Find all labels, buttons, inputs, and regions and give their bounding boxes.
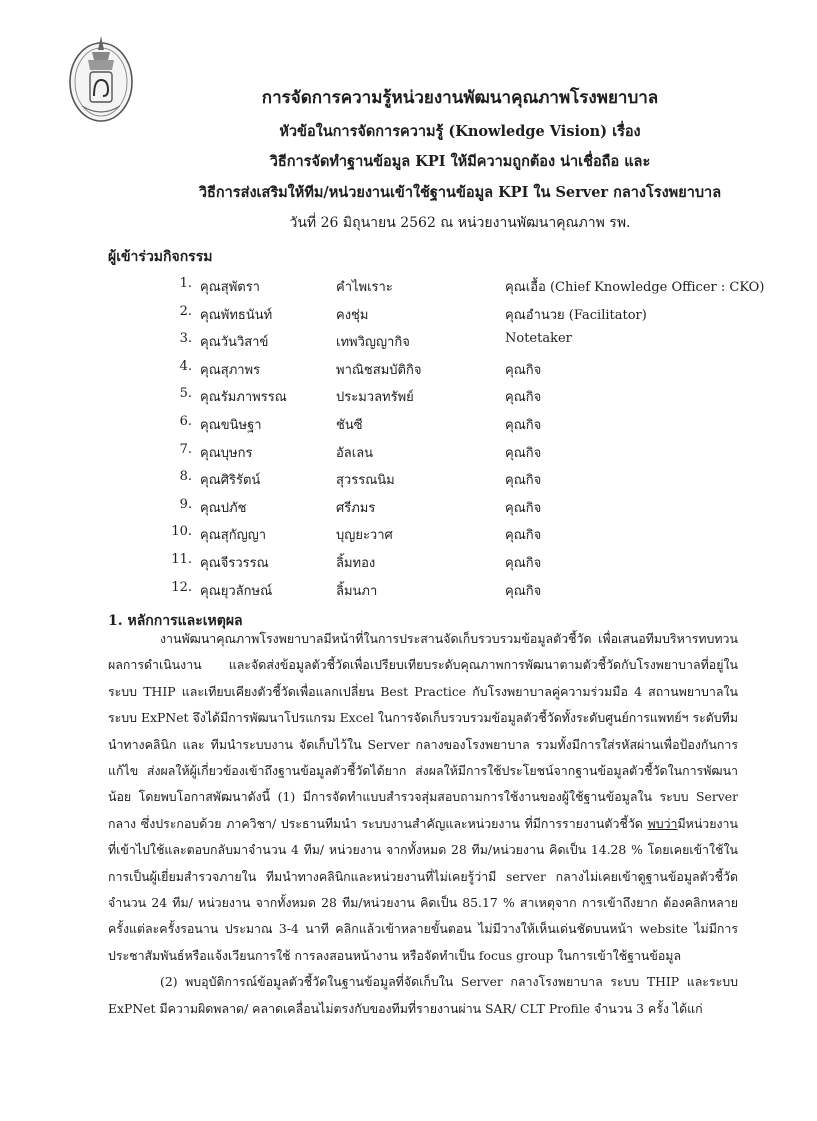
participant-role: คุณเอื้อ (Chief Knowledge Officer : CKO)	[505, 280, 765, 295]
subject-line-2: วิธีการส่งเสริมให้ทีม/หน่วยงานเข้าใช้ฐานข้อมูล KPI ใน Server กลางโรงพยาบาล	[198, 184, 722, 201]
participant-row	[0, 304, 817, 332]
participant-role: คุณกิจ	[505, 500, 542, 516]
participant-number: 10.	[171, 524, 192, 540]
participant-name: คุณพัทธนันท์	[200, 307, 273, 323]
participant-surname: ลิ้มทอง	[336, 555, 376, 571]
participant-number: 9.	[179, 496, 192, 512]
participant-name: คุณสุพัตรา	[200, 280, 260, 295]
participant-row	[0, 524, 817, 552]
participant-number: 7.	[179, 441, 192, 457]
participant-surname: คงชุ่ม	[336, 307, 369, 323]
participant-role: คุณกิจ	[505, 473, 542, 489]
participant-role: คุณกิจ	[505, 417, 542, 433]
participant-surname: เทพวิญญากิจ	[336, 335, 410, 351]
participant-name: คุณวันวิสาข์	[200, 335, 269, 351]
participant-name: คุณขนิษฐา	[200, 417, 262, 433]
participant-name: คุณยุวลักษณ์	[200, 583, 273, 599]
participant-surname: ชันซี	[336, 417, 363, 433]
hospital-emblem-logo	[68, 30, 134, 124]
participant-surname: อัลเลน	[336, 445, 374, 461]
participant-name: คุณจีรวรรณ	[200, 555, 269, 571]
participant-row	[0, 469, 817, 497]
participant-number: 8.	[179, 469, 192, 485]
participant-row	[0, 359, 817, 387]
participant-role: คุณกิจ	[505, 390, 542, 406]
participant-role: คุณกิจ	[505, 362, 542, 378]
participant-number: 12.	[171, 579, 192, 595]
rationale-text: งานพัฒนาคุณภาพโรงพยาบาลมีหน้าที่ในการประสานจัดเก็บรวบรวมข้อมูลตัวชี้วัด เพื่อเสนอทีมบริหารทบทวนผลการดำเนินงาน และจัดส่งข้อมูลตัวชี้วัดเพื่อเปรียบเทียบระดับคุณภาพการพัฒนาตามตัวชี้วัดกับโรงพยาบาลที่อยู่ในระบบ THIP และเทียบเคียงตัวชี้วัดเพื่อแลกเปลี่ยน Best Practice กับโรงพยาบาลคู่ความร่วมมือ 4 สถานพยาบาลในระบบ ExPNet จึงได้มีการพัฒนาโปรแกรม Excel ในการจัดเก็บรวบรวมข้อมูลตัวชี้วัดทั้งระดับศูนย์การแพทย์ฯ ระดับทีมนำทางคลินิก และ ทีมนำระบบงาน จัดเก็บไว้ใน Server กลางของโรงพยาบาล รวมทั้งมีการใส่รหัสผ่านเพื่อป้องกันการแก้ไข ส่งผลให้ผู้เกี่ยวข้องเข้าถึงฐานข้อมูลตัวชี้วัดได้ยาก ส่งผลให้มีการใช้ประโยชน์จากฐานข้อมูลตัวชี้วัดในการพัฒนาน้อย โดยพบโอกาสพัฒนาดังนี้ (1) มีการจัดทำแบบสำรวจสุ่มสอบถามการใช้งานของผู้ใช้ฐานข้อมูลใน ระบบ Server กลาง ซึ่งประกอบด้วย ภาควิชา/ ประธานทีมนำ ระบบงานสำคัญและหน่วยงาน ที่มีการรายงานตัวชี้วัด	[108, 631, 738, 831]
participant-role: คุณกิจ	[505, 445, 542, 461]
participant-number: 2.	[179, 303, 192, 319]
rationale-paragraph-2: (2) พบอุบัติการณ์ข้อมูลตัวชี้วัดในฐานข้อมูลที่จัดเก็บใน Server กลางโรงพยาบาล ระบบ THIP และระบบ ExPNet มีความผิดพลาด/ คลาดเคลื่อนไม่ตรงกับของทีมที่รายงานผ่าน SAR/ CLT Profile จำนวน 3 ครั้ง ได้แก่	[108, 974, 738, 1016]
participant-surname: ศรีภมร	[336, 500, 376, 516]
participant-row	[0, 331, 817, 359]
date-place-line: วันที่ 26 มิถุนายน 2562 ณ หน่วยงานพัฒนาคุณภาพ รพ.	[289, 215, 631, 231]
participant-name: คุณสุกัญญา	[200, 528, 267, 544]
participant-row	[0, 497, 817, 525]
participant-number: 3.	[179, 331, 192, 347]
participant-name: คุณสุภาพร	[200, 362, 261, 378]
participant-number: 5.	[179, 386, 192, 402]
participant-row	[0, 442, 817, 470]
participant-surname: ลิ้มนภา	[336, 583, 378, 599]
section-1-body	[108, 626, 738, 1022]
participant-surname: คำไพเราะ	[336, 280, 393, 295]
participant-number: 6.	[179, 413, 192, 429]
participant-surname: บุญยะวาศ	[336, 528, 393, 544]
subject-line-1: วิธีการจัดทำฐานข้อมูล KPI ให้มีความถูกต้อง น่าเชื่อถือ และ	[269, 153, 651, 170]
participant-surname: พาณิชสมบัติกิจ	[336, 362, 422, 378]
participant-row	[0, 386, 817, 414]
participant-row	[0, 414, 817, 442]
rationale-paragraph-1	[108, 626, 738, 969]
participant-row	[0, 580, 817, 608]
rationale-text-continued: มีหน่วยงานที่เข้าไปใช้และตอบกลับมาจำนวน 4 ทีม/ หน่วยงาน จากทั้งหมด 28 ทีม/หน่วยงาน คิดเป็น 14.28 % โดยเคยเข้าใช้ในการเป็นผู้เยี่ยมสำรวจภายใน ทีมนำทางคลินิกและหน่วยงานที่ไม่เคยรู้ว่ามี server กลางไม่เคยเข้าดูฐานข้อมูลตัวชี้วัด จำนวน 24 ทีม/ หน่วยงาน จากทั้งหมด 28 ทีม/หน่วยงาน คิดเป็น 85.17 % สาเหตุจาก การเข้าถึงยาก ต้องคลิกหลายครั้งแต่ละครั้งรอนาน ประมาณ 3-4 นาที คลิกแล้วเข้าหลายขั้นตอน ไม่มีวางให้เห็นเด่นชัดบนหน้า website ไม่มีการประชาสัมพันธ์หรือแจ้งเวียนการใช้ การลงสอนหน้างาน หรือจัดทำเป็น focus group ในการเข้าใช้ฐานข้อมูล	[108, 815, 738, 963]
participant-number: 11.	[171, 551, 192, 567]
participant-role: คุณกิจ	[505, 583, 542, 599]
participant-row	[0, 276, 817, 304]
participant-role: Notetaker	[505, 331, 572, 347]
participant-number: 1.	[179, 276, 192, 291]
participant-name: คุณบุษกร	[200, 445, 253, 461]
participant-row	[0, 552, 817, 580]
participant-number: 4.	[179, 358, 192, 374]
participant-surname: ประมวลทรัพย์	[336, 390, 414, 406]
section-1-heading: 1. หลักการและเหตุผล	[108, 613, 243, 629]
participants-list	[0, 276, 817, 607]
participant-role: คุณอำนวย (Facilitator)	[505, 307, 647, 323]
participant-name: คุณศิริรัตน์	[200, 473, 261, 489]
participant-surname: สุวรรณนิม	[336, 473, 395, 489]
participant-role: คุณกิจ	[505, 528, 542, 544]
participant-name: คุณปภัช	[200, 500, 247, 516]
participant-name: คุณรัมภาพรรณ	[200, 390, 287, 406]
participants-heading: ผู้เข้าร่วมกิจกรรม	[108, 249, 213, 265]
participant-role: คุณกิจ	[505, 555, 542, 571]
km-topic-line: หัวข้อในการจัดการความรู้ (Knowledge Vision) เรื่อง	[279, 123, 641, 140]
document-title: การจัดการความรู้หน่วยงานพัฒนาคุณภาพโรงพยาบาล	[261, 88, 659, 108]
found-that-text: พบว่า	[647, 815, 678, 831]
